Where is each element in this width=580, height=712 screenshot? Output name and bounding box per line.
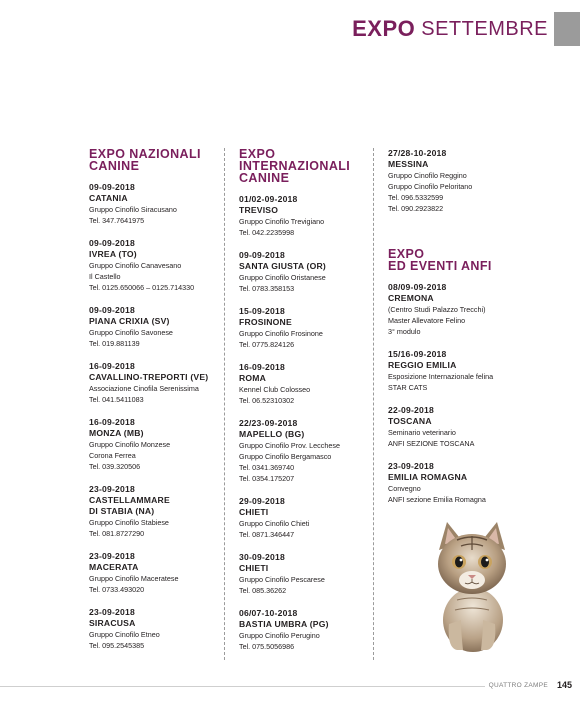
event-detail-line: Tel. 075.5056986: [239, 642, 295, 651]
event-detail-line: Gruppo Cinofilo Oristanese: [239, 273, 326, 282]
page-footer: [0, 680, 580, 694]
event-entry: [89, 182, 219, 226]
event-detail-line: 3° modulo: [388, 327, 421, 336]
event-entry: [388, 148, 538, 214]
event-detail-line: Gruppo Cinofilo Savonese: [89, 328, 173, 337]
event-city: TREVISO: [239, 205, 279, 215]
event-date: 23-09-2018: [89, 484, 135, 494]
kitten-photo: [427, 520, 517, 654]
event-entry: [239, 552, 369, 596]
event-date: 15-09-2018: [239, 306, 285, 316]
event-city: TOSCANA: [388, 416, 432, 426]
event-detail-line: Tel. 085.36262: [239, 586, 287, 595]
header-accent-bar: [554, 12, 580, 46]
event-detail-line: Gruppo Cinofilo Chieti: [239, 519, 310, 528]
column-expo-anfi: [388, 148, 538, 517]
event-date: 15/16-09-2018: [388, 349, 447, 359]
event-detail-line: Gruppo Cinofilo Trevigiano: [239, 217, 325, 226]
event-entry: [89, 607, 219, 651]
event-detail-line: Tel. 347.7641975: [89, 216, 145, 225]
event-detail-line: Tel. 06.52310302: [239, 396, 295, 405]
event-detail-line: Tel. 081.8727290: [89, 529, 145, 538]
event-entry: [388, 461, 538, 505]
event-date: 23-09-2018: [388, 461, 434, 471]
magazine-name: QUATTRO ZAMPE: [485, 682, 548, 689]
event-date: 09-09-2018: [89, 182, 135, 192]
event-city: MACERATA: [89, 562, 139, 572]
event-detail-line: (Centro Studi Palazzo Trecchi): [388, 305, 486, 314]
event-date: 16-09-2018: [89, 417, 135, 427]
event-detail-line: Gruppo Cinofilo Siracusano: [89, 205, 177, 214]
event-detail-line: Tel. 0733.493020: [89, 585, 145, 594]
event-detail-line: Gruppo Cinofilo Perugino: [239, 631, 320, 640]
event-list-nazionali: [89, 182, 219, 651]
column-divider-1: [224, 148, 225, 660]
event-list-anfi: [388, 282, 538, 505]
column-expo-internazionali: [239, 148, 369, 664]
section-title-anfi: EXPO ED EVENTI ANFI: [388, 247, 492, 273]
event-date: 29-09-2018: [239, 496, 285, 506]
event-city: PIANA CRIXIA (SV): [89, 316, 170, 326]
section-title-internazionali: EXPO INTERNAZIONALI CANINE: [239, 147, 351, 185]
event-city: BASTIA UMBRA (PG): [239, 619, 329, 629]
event-detail-line: Gruppo Cinofilo Monzese: [89, 440, 171, 449]
event-list-internazionali: [239, 194, 369, 652]
event-entry: [89, 484, 219, 539]
event-detail-line: Gruppo Cinofilo Canavesano: [89, 261, 182, 270]
footer-rule: [0, 686, 536, 687]
column-divider-2: [373, 148, 374, 660]
event-detail-line: Tel. 039.320506: [89, 462, 141, 471]
event-detail-line: Kennel Club Colosseo: [239, 385, 311, 394]
event-detail-line: Gruppo Cinofilo Maceratese: [89, 574, 179, 583]
event-detail-line: Il Castello: [89, 272, 121, 281]
event-entry: [89, 238, 219, 293]
event-detail-line: Gruppo Cinofilo Etneo: [89, 630, 160, 639]
event-entry: [89, 305, 219, 349]
event-city: SIRACUSA: [89, 618, 136, 628]
header-title-expo: EXPO: [352, 16, 416, 41]
event-entry: [239, 418, 369, 484]
event-detail-line: Gruppo Cinofilo Reggino: [388, 171, 467, 180]
event-city: IVREA (TO): [89, 249, 137, 259]
event-detail-line: Tel. 0341.369740: [239, 463, 295, 472]
event-date: 23-09-2018: [89, 551, 135, 561]
page-header: [352, 12, 580, 46]
event-city: CREMONA: [388, 293, 434, 303]
column-expo-nazionali: [89, 148, 219, 663]
event-detail-line: ANFI SEZIONE TOSCANA: [388, 439, 475, 448]
event-detail-line: Master Allevatore Felino: [388, 316, 466, 325]
event-date: 08/09-09-2018: [388, 282, 447, 292]
event-city: CAVALLINO-TREPORTI (VE): [89, 372, 209, 382]
event-city: CHIETI: [239, 507, 269, 517]
event-detail-line: Tel. 0125.650066 – 0125.714330: [89, 283, 195, 292]
event-city: CATANIA: [89, 193, 128, 203]
event-detail-line: Tel. 096.5332599: [388, 193, 444, 202]
event-detail-line: Tel. 041.5411083: [89, 395, 144, 404]
event-detail-line: Associazione Cinofila Serenissima: [89, 384, 199, 393]
event-date: 22/23-09-2018: [239, 418, 298, 428]
event-date: 30-09-2018: [239, 552, 285, 562]
event-date: 16-09-2018: [239, 362, 285, 372]
event-detail-line: Gruppo Cinofilo Stabiese: [89, 518, 169, 527]
event-entry: [388, 282, 538, 337]
event-city: MONZA (MB): [89, 428, 144, 438]
event-detail-line: Gruppo Cinofilo Peloritano: [388, 182, 473, 191]
event-city: FROSINONE: [239, 317, 292, 327]
event-date: 06/07-10-2018: [239, 608, 298, 618]
event-date: 09-09-2018: [239, 250, 285, 260]
event-date: 01/02-09-2018: [239, 194, 298, 204]
page-number: 145: [556, 680, 572, 690]
event-detail-line: Corona Ferrea: [89, 451, 136, 460]
event-detail-line: Tel. 0783.358153: [239, 284, 295, 293]
event-city: MESSINA: [388, 159, 429, 169]
event-entry: [239, 306, 369, 350]
event-entry: [239, 362, 369, 406]
event-detail-line: Tel. 042.2235998: [239, 228, 295, 237]
event-city: REGGIO EMILIA: [388, 360, 457, 370]
event-detail-line: Tel. 0354.175207: [239, 474, 295, 483]
event-detail-line: Convegno: [388, 484, 421, 493]
event-detail-line: Gruppo Cinofilo Frosinone: [239, 329, 323, 338]
event-detail-line: Tel. 095.2545385: [89, 641, 145, 650]
event-entry: [239, 608, 369, 652]
event-entry: [388, 405, 538, 449]
event-detail-line: Tel. 019.881139: [89, 339, 140, 348]
header-title-month: SETTEMBRE: [421, 17, 548, 40]
event-entry: [388, 349, 538, 393]
event-entry: [89, 417, 219, 472]
event-city: DI STABIA (NA): [89, 506, 155, 516]
event-detail-line: Gruppo Cinofilo Pescarese: [239, 575, 325, 584]
event-detail-line: STAR CATS: [388, 383, 428, 392]
event-detail-line: Tel. 0775.824126: [239, 340, 295, 349]
event-entry: [89, 551, 219, 595]
event-city: SANTA GIUSTA (OR): [239, 261, 326, 271]
event-date: 27/28-10-2018: [388, 148, 447, 158]
event-entry: [239, 250, 369, 294]
event-detail-line: Gruppo Cinofilo Prov. Lecchese: [239, 441, 340, 450]
event-city: CHIETI: [239, 563, 269, 573]
event-city: CASTELLAMMARE: [89, 495, 170, 505]
event-detail-line: Esposizione Internazionale felina: [388, 372, 494, 381]
event-date: 22-09-2018: [388, 405, 434, 415]
event-list-continued: [388, 148, 538, 214]
event-detail-line: ANFI sezione Emilia Romagna: [388, 495, 486, 504]
event-city: EMILIA ROMAGNA: [388, 472, 468, 482]
event-detail-line: Gruppo Cinofilo Bergamasco: [239, 452, 332, 461]
event-date: 23-09-2018: [89, 607, 135, 617]
event-entry: [239, 194, 369, 238]
event-city: ROMA: [239, 373, 267, 383]
section-title-nazionali: EXPO NAZIONALI CANINE: [89, 147, 201, 173]
event-detail-line: Tel. 0871.346447: [239, 530, 295, 539]
event-date: 09-09-2018: [89, 238, 135, 248]
event-detail-line: Tel. 090.2923822: [388, 204, 444, 213]
event-entry: [89, 361, 219, 405]
event-city: MAPELLO (BG): [239, 429, 305, 439]
event-detail-line: Seminario veterinario: [388, 428, 456, 437]
event-entry: [239, 496, 369, 540]
event-date: 16-09-2018: [89, 361, 135, 371]
event-date: 09-09-2018: [89, 305, 135, 315]
